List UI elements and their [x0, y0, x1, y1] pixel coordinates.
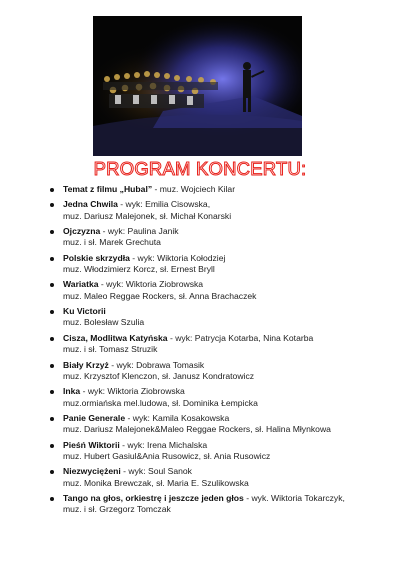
bullet-icon	[50, 203, 54, 207]
performer-info: - wyk: Soul Sanok	[120, 466, 192, 477]
bullet-icon	[50, 230, 54, 234]
bullet-icon	[50, 497, 54, 501]
credits-line: muz. Bolesław Szulia	[63, 317, 145, 328]
song-title: Ojczyzna	[63, 226, 101, 237]
song-title: Polskie skrzydła	[63, 252, 130, 263]
performer-info: - wyk: Emilia Cisowska,	[117, 199, 211, 210]
performer-info: - wyk: Wiktoria Kołodziej	[129, 252, 226, 263]
bullet-icon	[50, 337, 54, 341]
credits-line: muz. i sł. Marek Grechuta	[63, 237, 161, 248]
performer-info: - wyk: Wiktoria Ziobrowska	[80, 386, 185, 397]
bullet-icon	[50, 310, 54, 314]
performer-info: - wyk: Irena Michalska	[119, 439, 208, 450]
program-item	[50, 413, 395, 436]
concert-photo	[93, 16, 302, 156]
credits-line: muz. Dariusz Malejonek&Maleo Reggae Rockers, sł. Halina Młynkowa	[63, 424, 331, 435]
program-item	[50, 306, 395, 329]
program-item	[50, 360, 395, 383]
song-title: Tango na głos, orkiestrę i jeszcze jeden głos	[63, 492, 244, 503]
performer-info: - wyk: Dobrawa Tomasik	[108, 359, 205, 370]
program-item	[50, 493, 395, 516]
program-item-title-line	[63, 493, 395, 504]
credits-line: muz.ormiańska mel.ludowa, sł. Dominika Łempicka	[63, 397, 258, 408]
performer-info: - wyk: Kamila Kosakowska	[125, 412, 230, 423]
program-item	[50, 226, 395, 249]
program-item-title-line	[63, 413, 395, 424]
performer-info: - wyk: Patrycja Kotarba, Nina Kotarba	[167, 332, 314, 343]
bullet-icon	[50, 188, 54, 192]
credits-line: muz. Maleo Reggae Rockers, sł. Anna Brachaczek	[63, 290, 257, 301]
program-item-title-line	[63, 184, 395, 195]
bullet-icon	[50, 444, 54, 448]
orchestra-stage-photo-icon	[93, 16, 302, 156]
bullet-icon	[50, 390, 54, 394]
credits-line: muz. Krzysztof Klenczon, sł. Janusz Kondratowicz	[63, 370, 255, 381]
song-title: Panie Generale	[63, 412, 126, 423]
program-item	[50, 466, 395, 489]
program-item-title-line	[63, 440, 395, 451]
bullet-icon	[50, 283, 54, 287]
program-item	[50, 184, 395, 195]
song-title: Pieśń Wiktorii	[63, 439, 120, 450]
program-item	[50, 199, 395, 222]
song-title: Biały Krzyż	[63, 359, 109, 370]
credits-line: muz. i sł. Tomasz Struzik	[63, 344, 158, 355]
program-item	[50, 333, 395, 356]
program-list	[50, 184, 395, 520]
program-item-title-line	[63, 360, 395, 371]
program-item	[50, 440, 395, 463]
bullet-icon	[50, 417, 54, 421]
bullet-icon	[50, 257, 54, 261]
song-title: Cisza, Modlitwa Katyńska	[63, 332, 168, 343]
program-item-title-line	[63, 199, 395, 210]
program-item	[50, 253, 395, 276]
page-title: PROGRAM KONCERTU:	[93, 158, 307, 179]
song-title: Wariatka	[63, 279, 99, 290]
credits-line: muz. Hubert Gasiul&Ania Rusowicz, sł. Ania Rusowicz	[63, 450, 271, 461]
program-item-title-line	[63, 279, 395, 290]
credits-line: muz. Dariusz Malejonek, sł. Michał Konarski	[63, 210, 232, 221]
program-item-title-line	[63, 386, 395, 397]
performer-info: - wyk: Wiktoria Ziobrowska	[98, 279, 204, 290]
song-title: Niezwyciężeni	[63, 466, 121, 477]
program-item	[50, 279, 395, 302]
program-item-title-line	[63, 306, 395, 317]
credits-line: muz. Monika Brewczak, sł. Maria E. Szulikowska	[63, 477, 249, 488]
song-title: Jedna Chwila	[63, 199, 118, 210]
song-title: Inka	[63, 386, 81, 397]
bullet-icon	[50, 364, 54, 368]
bullet-icon	[50, 470, 54, 474]
program-item-title-line	[63, 253, 395, 264]
song-title: Temat z filmu „Hubal”	[63, 184, 153, 194]
song-title: Ku Victorii	[63, 306, 106, 317]
program-item-title-line	[63, 333, 395, 344]
credits-line: muz. Włodzimierz Korcz, sł. Ernest Bryll	[63, 264, 215, 275]
program-item-title-line	[63, 466, 395, 477]
program-item	[50, 386, 395, 409]
credits-line: muz. i sł. Grzegorz Tomczak	[63, 504, 171, 515]
performer-info: - wyk. Wiktoria Tokarczyk,	[243, 492, 345, 503]
program-item-title-line	[63, 226, 395, 237]
performer-info: - muz. Wojciech Kilar	[152, 184, 236, 194]
performer-info: - wyk: Paulina Janik	[100, 226, 179, 237]
